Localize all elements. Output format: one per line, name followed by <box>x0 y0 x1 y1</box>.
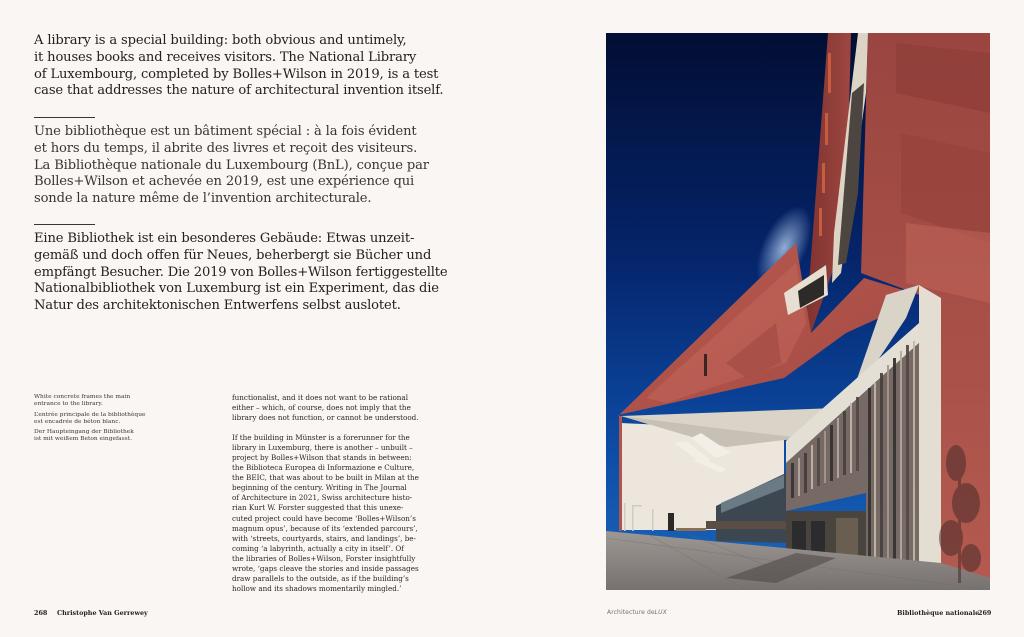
divider-rule <box>34 224 95 225</box>
body-line: hollow and its shadows momentarily mingled.’ <box>232 583 402 593</box>
body-line: draw parallels to the outside, as if the building’s <box>232 573 409 583</box>
intro-line: sonde la nature même de l’invention architecturale. <box>34 191 372 207</box>
intro-line: gemäß und doch offen für Neues, beherbergt sie Bücher und <box>34 247 432 263</box>
publication-title <box>607 609 667 616</box>
author-name: Christophe Van Gerrewey <box>57 609 148 617</box>
body-line: cuted project could have become ‘Bolles+Wilson’s <box>232 513 416 523</box>
body-line: the libraries of Bolles+Wilson, Forster insightfully <box>232 553 416 563</box>
intro-line: empfängt Besucher. Die 2019 von Bolles+Wilson fertiggestellte <box>34 264 448 280</box>
photo-caption <box>34 394 164 447</box>
intro-line: of Luxembourg, completed by Bolles+Wilson in 2019, is a test <box>34 66 439 82</box>
body-text-column <box>232 393 447 594</box>
body-line: project by Bolles+Wilson that stands in between: <box>232 453 412 463</box>
caption-german <box>34 429 164 444</box>
body-line: If the building in Münster is a forerunner for the <box>232 433 410 443</box>
caption-french <box>34 412 164 427</box>
body-line: either – which, of course, does not imply that the <box>232 403 411 413</box>
caption-line: Der Haupteingang der Bibliothek <box>34 429 134 436</box>
intro-line: La Bibliothèque nationale du Luxembourg (BnL), conçue par <box>34 157 429 173</box>
intro-line: Nationalbibliothek von Luxemburg ist ein Experiment, das die <box>34 281 439 297</box>
intro-english <box>34 33 444 100</box>
intro-line: A library is a special building: both obvious and untimely, <box>34 33 407 48</box>
intro-line: Bolles+Wilson et achevée en 2019, est une expérience qui <box>34 174 415 190</box>
body-line: of Architecture in 2021, Swiss architecture histo- <box>232 493 413 503</box>
body-line: library in Luxemburg, there is another – unbuilt – <box>232 443 413 453</box>
divider-rule <box>34 117 95 118</box>
intro-line: it houses books and receives visitors. The National Library <box>34 49 417 65</box>
intro-line: case that addresses the nature of architectural invention itself. <box>34 83 444 99</box>
body-line: rian Kurt W. Forster suggested that this unexe- <box>232 503 404 513</box>
intro-german <box>34 231 448 315</box>
body-line: with ‘streets, courtyards, stairs, and landings’, be- <box>232 533 416 543</box>
publication-suffix: LUX <box>654 609 667 616</box>
body-paragraph-2 <box>232 433 447 594</box>
body-line: library does not function, or cannot be understood. <box>232 413 419 423</box>
body-paragraph-1 <box>232 393 447 423</box>
body-line: coming ‘a labyrinth, actually a city in itself’. Of <box>232 543 404 553</box>
body-line: beginning of the century. Writing in The Journal <box>232 483 407 493</box>
intro-line: Une bibliothèque est un bâtiment spécial : à la fois évident <box>34 124 417 139</box>
intro-line: Natur des architektonischen Entwerfens selbst auslotet. <box>34 298 401 314</box>
body-line: wrote, ‘gaps cleave the stories and inside passages <box>232 563 419 573</box>
intro-french <box>34 124 434 208</box>
caption-line: est encadrée de béton blanc. <box>34 418 121 425</box>
caption-line: L’entrée principale de la bibliothèque <box>34 411 146 418</box>
caption-line: entrance to the library. <box>34 401 103 408</box>
section-title: Bibliothèque nationale <box>897 609 980 617</box>
body-line: the BEIC, that was about to be built in Milan at the <box>232 473 419 483</box>
intro-line: et hors du temps, il abrite des livres et reçoit des visiteurs. <box>34 140 418 156</box>
publication-prefix: Architecture de <box>607 609 655 616</box>
body-line: magnum opus’, because of its ‘extended parcours’, <box>232 523 418 533</box>
library-facade-illustration <box>606 33 990 590</box>
body-line: functionalist, and it does not want to be rational <box>232 393 408 402</box>
caption-english <box>34 394 164 409</box>
caption-line: ist mit weißem Beton eingefasst. <box>34 436 132 443</box>
caption-line: White concrete frames the main <box>34 394 131 400</box>
intro-line: Eine Bibliothek ist ein besonderes Gebäude: Etwas unzeit- <box>34 231 415 246</box>
building-photo <box>606 33 990 590</box>
body-line: the Biblioteca Europea di Informazione e Culture, <box>232 463 415 473</box>
page-number-right: 269 <box>978 609 992 617</box>
page-number-left: 268 <box>34 609 48 617</box>
